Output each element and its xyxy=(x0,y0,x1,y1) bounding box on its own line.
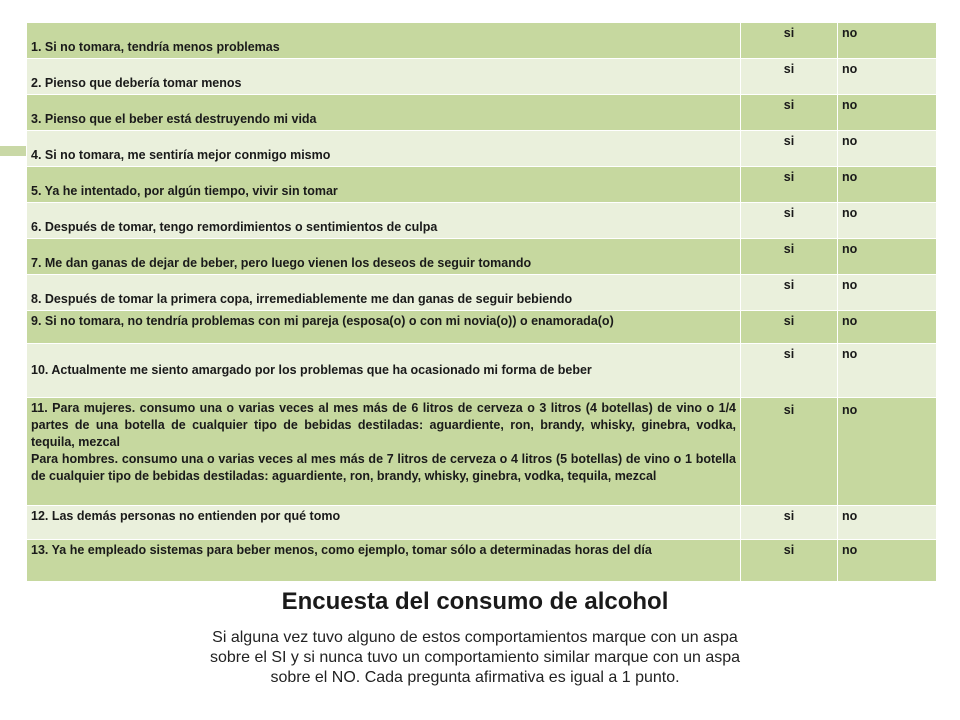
option-si[interactable]: si xyxy=(741,59,838,95)
option-si[interactable]: si xyxy=(741,344,838,398)
option-no[interactable]: no xyxy=(838,344,937,398)
option-si[interactable]: si xyxy=(741,131,838,167)
table-row xyxy=(27,540,937,582)
table-row xyxy=(27,23,937,59)
table-row xyxy=(27,167,937,203)
question-11-men: Para hombres. consumo una o varias veces al mes más de 7 litros de cerveza o 4 litros (5 botellas) de vino o 1 botella de cualquier tipo de bebidas destiladas: aguardiente, ron, brandy, whisky, ginebra, vodka, tequila, mezcal xyxy=(31,452,736,483)
option-no[interactable]: no xyxy=(838,540,937,582)
option-si[interactable]: si xyxy=(741,311,838,344)
option-no[interactable]: no xyxy=(838,275,937,311)
page-title: Encuesta del consumo de alcohol xyxy=(281,588,669,615)
option-no[interactable]: no xyxy=(838,95,937,131)
question-text: 5. Ya he intentado, por algún tiempo, vivir sin tomar xyxy=(27,167,741,203)
question-text: 3. Pienso que el beber está destruyendo mi vida xyxy=(27,95,741,131)
survey-table xyxy=(26,22,937,582)
option-si[interactable]: si xyxy=(741,540,838,582)
question-text: 7. Me dan ganas de dejar de beber, pero luego vienen los deseos de seguir tomando xyxy=(27,239,741,275)
option-no[interactable]: no xyxy=(838,203,937,239)
instructions-text: Si alguna vez tuvo alguno de estos comportamientos marque con un aspa sobre el SI y si nunca tuvo un comportamiento similar marque con un aspa sobre el NO. Cada pregunta afirmativa es igual a 1 punto. xyxy=(209,629,741,686)
option-no[interactable]: no xyxy=(838,239,937,275)
table-row xyxy=(27,311,937,344)
option-si[interactable]: si xyxy=(741,23,838,59)
question-11-women: 11. Para mujeres. consumo una o varias veces al mes más de 6 litros de cerveza o 3 litros (4 botellas) de vino o 1/4 partes de una botella de cualquier tipo de bebidas destiladas: aguardiente, ron, brandy, whisky, ginebra, vodka, tequila, mezcal xyxy=(31,401,736,449)
table-row xyxy=(27,131,937,167)
option-no[interactable]: no xyxy=(838,131,937,167)
question-text: 13. Ya he empleado sistemas para beber menos, como ejemplo, tomar sólo a determinadas horas del día xyxy=(27,540,741,582)
table-row xyxy=(27,203,937,239)
option-si[interactable]: si xyxy=(741,275,838,311)
option-no[interactable]: no xyxy=(838,398,937,506)
option-si[interactable]: si xyxy=(741,167,838,203)
question-text: 12. Las demás personas no entienden por qué tomo xyxy=(27,506,741,540)
table-row xyxy=(27,275,937,311)
option-si[interactable]: si xyxy=(741,203,838,239)
question-text: 2. Pienso que debería tomar menos xyxy=(27,59,741,95)
question-text: 10. Actualmente me siento amargado por los problemas que ha ocasionado mi forma de beber xyxy=(27,344,741,398)
table-row xyxy=(27,398,937,506)
question-text: 8. Después de tomar la primera copa, irremediablemente me dan ganas de seguir bebiendo xyxy=(27,275,741,311)
table-row xyxy=(27,95,937,131)
question-text: 1. Si no tomara, tendría menos problemas xyxy=(27,23,741,59)
option-si[interactable]: si xyxy=(741,95,838,131)
option-si[interactable]: si xyxy=(741,398,838,506)
question-text: 6. Después de tomar, tengo remordimientos o sentimientos de culpa xyxy=(27,203,741,239)
option-no[interactable]: no xyxy=(838,311,937,344)
question-text xyxy=(27,398,741,506)
table-row xyxy=(27,506,937,540)
table-row xyxy=(27,344,937,398)
option-no[interactable]: no xyxy=(838,506,937,540)
option-no[interactable]: no xyxy=(838,167,937,203)
option-si[interactable]: si xyxy=(741,239,838,275)
option-no[interactable]: no xyxy=(838,59,937,95)
option-si[interactable]: si xyxy=(741,506,838,540)
question-text: 4. Si no tomara, me sentiría mejor conmigo mismo xyxy=(27,131,741,167)
question-text: 9. Si no tomara, no tendría problemas con mi pareja (esposa(o) o con mi novia(o)) o enamorada(o) xyxy=(27,311,741,344)
table-row xyxy=(27,59,937,95)
table-row xyxy=(27,239,937,275)
option-no[interactable]: no xyxy=(838,23,937,59)
